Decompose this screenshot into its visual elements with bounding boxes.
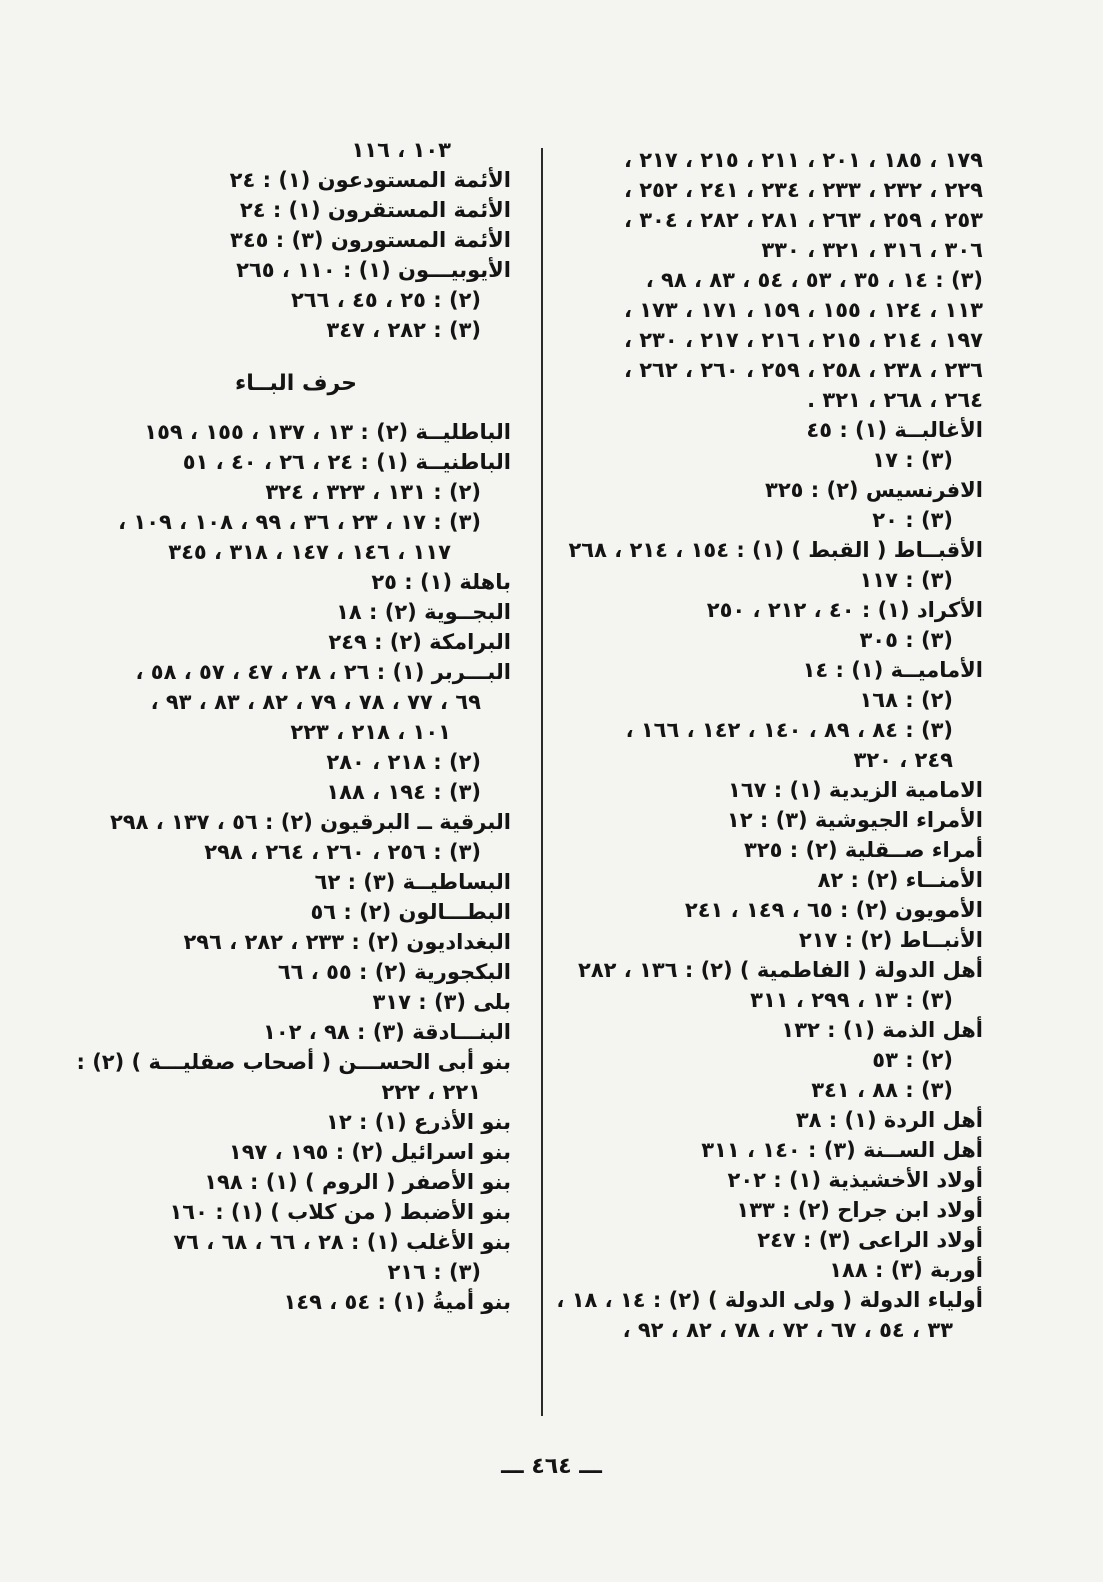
- index-entry-line: الافرنسيس (٢) : ٣٢٥: [765, 478, 983, 502]
- column-divider: [541, 148, 543, 1416]
- index-entry-line: (٢) : ١٣١ ، ٣٢٣ ، ٣٢٤: [265, 480, 481, 504]
- index-entry-line: (٣) : ١١٧: [859, 568, 953, 592]
- index-entry-line: بنو أميةُ (١) : ٥٤ ، ١٤٩: [283, 1290, 511, 1314]
- index-entry-line: ٣٠٦ ، ٣١٦ ، ٣٢١ ، ٣٣٠: [761, 238, 983, 262]
- index-entry-line: ١١٧ ، ١٤٦ ، ١٤٧ ، ٣١٨ ، ٣٤٥: [168, 540, 451, 564]
- index-entry-line: الباطنيــة (١) : ٢٤ ، ٢٦ ، ٤٠ ، ٥١: [182, 450, 511, 474]
- index-entry-line: ٢٢١ ، ٢٢٢: [381, 1080, 481, 1104]
- index-entry-line: الأئمة المستقرون (١) : ٢٤: [239, 198, 511, 222]
- index-entry-line: أمراء صــقلية (٢) : ٣٢٥: [744, 838, 983, 862]
- index-entry-line: الأمويون (٢) : ٦٥ ، ١٤٩ ، ٢٤١: [684, 898, 983, 922]
- index-entry-line: أولاد الراعى (٣) : ٢٤٧: [757, 1228, 983, 1252]
- index-entry-line: البرقية ــ البرقيون (٢) : ٥٦ ، ١٣٧ ، ٢٩٨: [109, 810, 511, 834]
- index-entry-line: الأمنــاء (٢) : ٨٢: [817, 868, 983, 892]
- index-entry-line: الأماميــة (١) : ١٤: [802, 658, 983, 682]
- index-entry-line: ٢٥٣ ، ٢٥٩ ، ٢٦٣ ، ٢٨١ ، ٢٨٢ ، ٣٠٤ ،: [623, 208, 983, 232]
- index-entry-line: (٣) : ١٧ ، ٢٣ ، ٣٦ ، ٩٩ ، ١٠٨ ، ١٠٩ ،: [118, 510, 481, 534]
- index-entry-line: (٣) : ٢١٦: [387, 1260, 481, 1284]
- index-entry-line: أهل الدولة ( الفاطمية ) (٢) : ١٣٦ ، ٢٨٢: [578, 958, 983, 982]
- index-entry-line: (٣) : ١٤ ، ٣٥ ، ٥٣ ، ٥٤ ، ٨٣ ، ٩٨ ،: [645, 268, 983, 292]
- index-entry-line: (٢) : ٢٥ ، ٤٥ ، ٢٦٦: [290, 288, 481, 312]
- index-entry-line: ١٧٩ ، ١٨٥ ، ٢٠١ ، ٢١١ ، ٢١٥ ، ٢١٧ ،: [623, 148, 983, 172]
- index-entry-line: ١٠١ ، ٢١٨ ، ٢٢٣: [290, 720, 451, 744]
- index-entry-line: البجــوية (٢) : ١٨: [336, 600, 511, 624]
- index-entry-line: (٣) : ٣٠٥: [859, 628, 953, 652]
- index-entry-line: الأكراد (١) : ٤٠ ، ٢١٢ ، ٢٥٠: [706, 598, 983, 622]
- index-entry-line: ١٠٣ ، ١١٦: [351, 138, 451, 162]
- index-entry-line: ٢٣٦ ، ٢٣٨ ، ٢٥٨ ، ٢٥٩ ، ٢٦٠ ، ٢٦٢ ،: [623, 358, 983, 382]
- index-entry-line: ١٩٧ ، ٢١٤ ، ٢١٥ ، ٢١٦ ، ٢١٧ ، ٢٣٠ ،: [623, 328, 983, 352]
- index-entry-line: البغداديون (٢) : ٢٣٣ ، ٢٨٢ ، ٢٩٦: [183, 930, 511, 954]
- index-entry-line: البرامكة (٢) : ٢٤٩: [328, 630, 511, 654]
- index-entry-line: ٢٢٩ ، ٢٣٢ ، ٢٣٣ ، ٢٣٤ ، ٢٤١ ، ٢٥٢ ،: [623, 178, 983, 202]
- index-entry-line: البطـــالون (٢) : ٥٦: [310, 900, 511, 924]
- index-entry-line: بنو الأضبط ( من كلاب ) (١) : ١٦٠: [169, 1200, 511, 1224]
- index-entry-line: ٦٩ ، ٧٧ ، ٧٨ ، ٧٩ ، ٨٢ ، ٨٣ ، ٩٣ ،: [150, 690, 481, 714]
- index-column-left: [76, 135, 511, 1317]
- index-entry-line: أولاد الأخشيذية (١) : ٢٠٢: [727, 1168, 983, 1192]
- index-entry-line: بنو الأذرع (١) : ١٢: [326, 1110, 511, 1134]
- index-entry-line: أهل الردة (١) : ٣٨: [795, 1108, 983, 1132]
- index-entry-line: الباطليــة (٢) : ١٣ ، ١٣٧ ، ١٥٥ ، ١٥٩: [144, 420, 511, 444]
- index-entry-line: أولياء الدولة ( ولى الدولة ) (٢) : ١٤ ، ١٨ ،: [556, 1288, 983, 1312]
- index-entry-line: البكجورية (٢) : ٥٥ ، ٦٦: [277, 960, 511, 984]
- index-entry-line: الأيوبيـــون (١) : ١١٠ ، ٢٦٥: [236, 258, 511, 282]
- index-entry-line: (٢) : ١٦٨: [859, 688, 953, 712]
- index-entry-line: (٣) : ٢٠: [872, 508, 953, 532]
- index-entry-line: الأئمة المستورون (٣) : ٣٤٥: [230, 228, 511, 252]
- index-entry-line: (٣) : ١٩٤ ، ١٨٨: [326, 780, 481, 804]
- index-entry-line: ٢٤٩ ، ٣٢٠: [853, 748, 953, 772]
- index-entry-line: (٣) : ٢٨٢ ، ٣٤٧: [326, 318, 481, 342]
- index-entry-line: أوربة (٣) : ١٨٨: [829, 1258, 983, 1282]
- index-entry-line: (٢) : ٥٣: [872, 1048, 953, 1072]
- page-number: ـــ ٤٦٤ ـــ: [501, 1454, 602, 1479]
- index-entry-line: أهل الســنة (٣) : ١٤٠ ، ٣١١: [701, 1138, 983, 1162]
- index-entry-line: الأئمة المستودعون (١) : ٢٤: [229, 168, 511, 192]
- index-entry-line: أولاد ابن جراح (٢) : ١٣٣: [736, 1198, 983, 1222]
- index-entry-line: بلى (٣) : ٣١٧: [372, 990, 511, 1014]
- index-entry-line: باهلة (١) : ٢٥: [371, 570, 511, 594]
- index-entry-line: (٣) : ٨٤ ، ٨٩ ، ١٤٠ ، ١٤٢ ، ١٦٦ ،: [625, 718, 953, 742]
- index-entry-line: البنـــادقة (٣) : ٩٨ ، ١٠٢: [263, 1020, 511, 1044]
- index-entry-line: بنو أبى الحســـن ( أصحاب صقليـــة ) (٢) :: [76, 1050, 511, 1074]
- index-entry-line: (٣) : ١٧: [872, 448, 953, 472]
- index-entry-line: (٣) : ٨٨ ، ٣٤١: [811, 1078, 953, 1102]
- index-entry-line: الأغالبــة (١) : ٤٥: [806, 418, 983, 442]
- index-group-ba: [76, 417, 511, 1317]
- index-entry-line: (٣) : ٢٥٦ ، ٢٦٠ ، ٢٦٤ ، ٢٩٨: [204, 840, 481, 864]
- section-heading: حرف البــاء: [234, 371, 358, 396]
- index-column-right: [553, 145, 983, 1345]
- index-entry-line: الامامية الزيدية (١) : ١٦٧: [728, 778, 983, 802]
- index-entry-line: ٣٣ ، ٥٤ ، ٦٧ ، ٧٢ ، ٧٨ ، ٨٢ ، ٩٢ ،: [622, 1318, 953, 1342]
- index-entry-line: بنو الأصفر ( الروم ) (١) : ١٩٨: [204, 1170, 511, 1194]
- index-entry-line: أهل الذمة (١) : ١٣٢: [781, 1018, 983, 1042]
- index-entry-line: (٢) : ٢١٨ ، ٢٨٠: [326, 750, 481, 774]
- index-entry-line: بنو اسرائيل (٢) : ١٩٥ ، ١٩٧: [228, 1140, 511, 1164]
- index-group-alif-continued: [81, 135, 511, 345]
- index-entry-line: ٢٦٤ ، ٢٦٨ ، ٣٢١ .: [807, 388, 983, 412]
- index-entry-line: ١١٣ ، ١٢٤ ، ١٥٥ ، ١٥٩ ، ١٧١ ، ١٧٣ ،: [623, 298, 983, 322]
- index-entry-line: البـــربر (١) : ٢٦ ، ٢٨ ، ٤٧ ، ٥٧ ، ٥٨ ،: [135, 660, 511, 684]
- index-entry-line: بنو الأغلب (١) : ٢٨ ، ٦٦ ، ٦٨ ، ٧٦: [173, 1230, 511, 1254]
- index-entry-line: (٣) : ١٣ ، ٢٩٩ ، ٣١١: [750, 988, 953, 1012]
- index-entry-line: البساطيــة (٣) : ٦٢: [314, 870, 511, 894]
- index-entry-line: الأمراء الجيوشية (٣) : ١٢: [726, 808, 983, 832]
- index-entry-line: الأقبــاط ( القبط ) (١) : ١٥٤ ، ٢١٤ ، ٢٦٨: [568, 538, 983, 562]
- index-entry-line: الأنبــاط (٢) : ٢١٧: [798, 928, 983, 952]
